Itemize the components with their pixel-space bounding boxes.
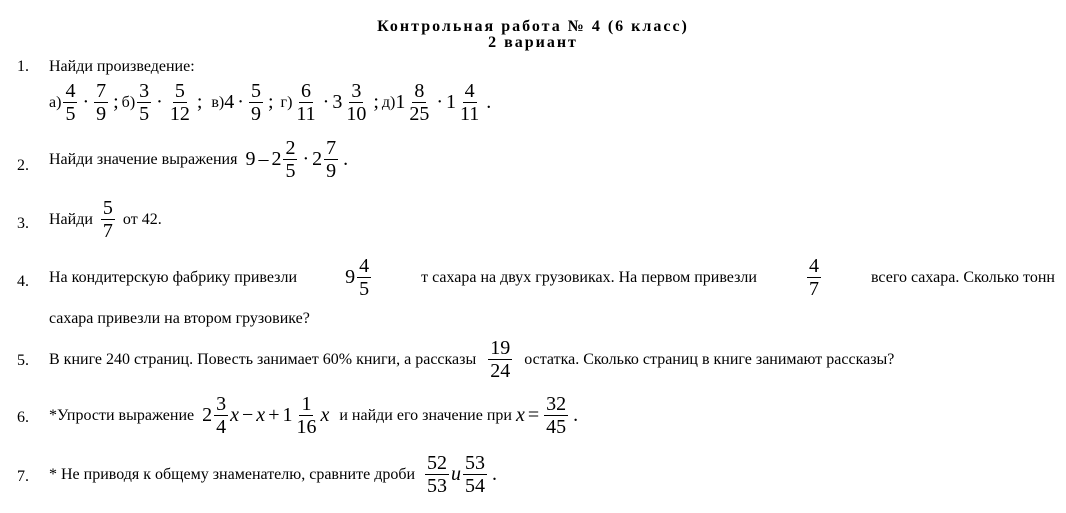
variant-subtitle: 2 вариант: [488, 34, 578, 51]
item-label: в): [211, 93, 225, 111]
task-text: и найди его значение при: [339, 406, 512, 424]
task-text: *Упрости выражение: [49, 406, 195, 424]
fraction: $\frac{8}{25}$: [409, 80, 430, 125]
task-text: В книге 240 страниц. Повесть занимает 60% книги, а рассказы: [49, 350, 477, 368]
fraction: $\frac{5}{9}$: [250, 80, 261, 125]
task-text: остатка. Сколько страниц в книге занимают рассказы?: [524, 350, 895, 368]
task-text: Найди произведение:: [49, 58, 195, 75]
fraction: $\frac{4}{5}$: [359, 255, 370, 300]
fraction: $\frac{19}{24}$: [490, 337, 511, 382]
task-number: 2.: [17, 157, 29, 174]
fraction: $\frac{6}{11}$: [296, 80, 316, 125]
item-label: б): [121, 93, 136, 111]
fraction: $\frac{4}{11}$: [460, 80, 480, 125]
fraction: $\frac{4}{7}$: [808, 255, 819, 300]
fraction: $\frac{3}{10}$: [346, 80, 367, 125]
task-number: 5.: [17, 352, 29, 369]
task-text: Найди: [49, 210, 93, 228]
fraction: $\frac{7}{9}$: [96, 80, 107, 125]
task-number: 6.: [17, 409, 29, 426]
item-label: д): [381, 93, 396, 111]
item-label: а): [49, 93, 62, 111]
fraction: $\frac{53}{54}$: [465, 452, 486, 497]
fraction: $\frac{5}{7}$: [102, 197, 113, 242]
fraction: $\frac{32}{45}$: [546, 393, 567, 438]
page-title: Контрольная работа № 4 (6 класс): [377, 18, 689, 35]
fraction: $\frac{52}{53}$: [427, 452, 448, 497]
task-number: 4.: [17, 273, 29, 290]
fraction: $\frac{5}{12}$: [169, 80, 190, 125]
task-text: На кондитерскую фабрику привезли: [49, 268, 298, 286]
task-text: всего сахара. Сколько тонн: [870, 268, 1055, 286]
task-text: Найди значение выражения: [49, 150, 238, 168]
expression: 2 $\frac{3}{4}$ x − x + 1 $\frac{1}{16}$ x: [202, 393, 330, 438]
task-text: от 42.: [122, 210, 162, 228]
fraction: $\frac{4}{5}$: [65, 80, 76, 125]
task-text: т сахара на двух грузовиках. На первом привезли: [421, 268, 757, 286]
task-number: 7.: [17, 468, 29, 485]
expression: 9 – 2 $\frac{2}{5}$ · 2 $\frac{7}{9}$ .: [245, 137, 349, 182]
task-text: * Не приводя к общему знаменателю, сравните дроби: [49, 465, 416, 483]
task-number: 3.: [17, 215, 29, 232]
task-text: сахара привезли на втором грузовике?: [49, 310, 310, 327]
task-number: 1.: [17, 58, 29, 75]
fraction: $\frac{3}{5}$: [139, 80, 150, 125]
item-label: г): [280, 93, 293, 111]
